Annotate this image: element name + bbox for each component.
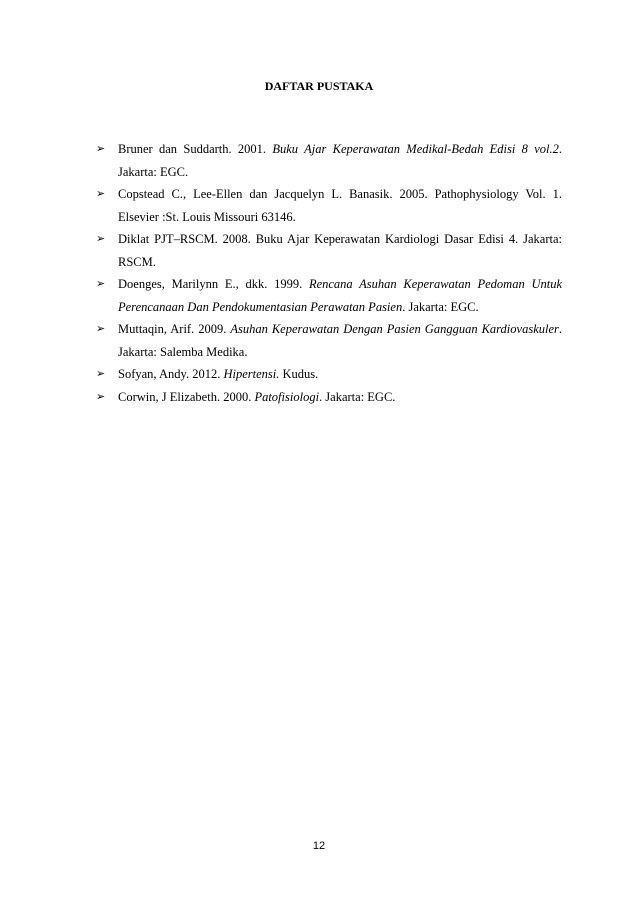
arrowhead-bullet-icon: ➢ <box>96 389 106 403</box>
reference-publisher: . Jakarta: EGC. <box>319 389 396 404</box>
reference-list <box>96 138 562 408</box>
reference-author-year: Bruner dan Suddarth. 2001. <box>118 142 273 156</box>
reference-author-year: Doenges, Marilynn E., dkk. 1999. <box>118 277 309 291</box>
arrowhead-bullet-icon: ➢ <box>96 277 106 290</box>
reference-item <box>96 183 562 228</box>
reference-author-year: Sofyan, Andy. 2012. <box>118 367 224 381</box>
arrowhead-bullet-icon: ➢ <box>96 367 106 380</box>
page-number: 12 <box>312 840 326 852</box>
reference-author-year: Copstead C., Lee-Ellen dan Jacquelyn L. Banasik. 2005. Pathophysiology Vol. 1. Elsevier :St. Louis Missouri 63146. <box>118 187 562 224</box>
reference-publisher: . Jakarta: EGC. <box>118 142 562 179</box>
arrowhead-bullet-icon: ➢ <box>96 322 106 335</box>
reference-title: Buku Ajar Keperawatan Medikal-Bedah Edisi 8 vol.2 <box>272 142 559 156</box>
arrowhead-bullet-icon: ➢ <box>96 142 106 155</box>
reference-item <box>96 318 562 363</box>
reference-title: Rencana Asuhan Keperawatan Pedoman Untuk Perencanaan Dan Pendokumentasian Perawatan Pasien <box>118 277 562 314</box>
reference-title: Hipertensi. <box>223 367 280 381</box>
reference-publisher: . Jakarta: EGC. <box>402 299 479 314</box>
reference-item <box>96 138 562 183</box>
reference-author-year: Muttaqin, Arif. 2009. <box>118 322 231 336</box>
reference-author-year: Corwin, J Elizabeth. 2000. <box>118 389 255 404</box>
arrowhead-bullet-icon: ➢ <box>96 232 106 245</box>
arrowhead-bullet-icon: ➢ <box>96 187 106 200</box>
reference-item <box>96 273 562 318</box>
reference-author-year: Diklat PJT–RSCM. 2008. Buku Ajar Keperawatan Kardiologi Dasar Edisi 4. Jakarta: RSCM. <box>118 232 562 269</box>
reference-title: Patofisiologi <box>254 389 320 404</box>
reference-publisher: . Jakarta: Salemba Medika. <box>118 322 562 359</box>
reference-publisher: Kudus. <box>279 367 319 381</box>
reference-item <box>96 363 562 386</box>
page-title: DAFTAR PUSTAKA <box>264 79 374 93</box>
reference-item <box>96 228 562 273</box>
reference-title: Asuhan Keperawatan Dengan Pasien Gangguan Kardiovaskuler <box>230 322 559 336</box>
reference-item <box>96 386 562 409</box>
